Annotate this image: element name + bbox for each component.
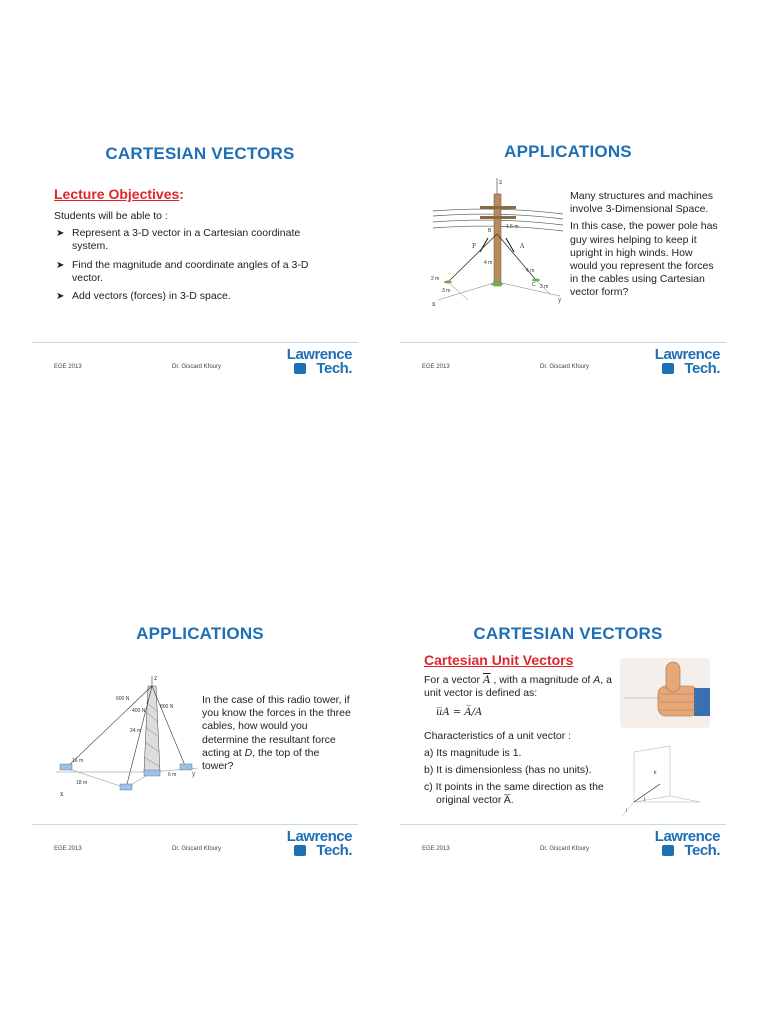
slide-body bbox=[202, 694, 352, 773]
text-part: For a vector bbox=[424, 674, 483, 686]
dim-4m: 4 m bbox=[484, 260, 493, 266]
logo-line1: Lawrence bbox=[286, 346, 352, 363]
axis-y-label: y bbox=[558, 297, 562, 304]
dim-1-5m: 1.5 m bbox=[506, 224, 519, 230]
axis-z-label: z bbox=[154, 675, 158, 682]
list-item bbox=[54, 290, 324, 303]
footer-course: EGE 2013 bbox=[422, 846, 450, 852]
slide-title: CARTESIAN VECTORS bbox=[105, 144, 295, 163]
intro-text: Students will be able to : bbox=[54, 210, 168, 222]
slide-body bbox=[424, 674, 620, 812]
thumbs-up-photo bbox=[620, 658, 710, 728]
footer-author: Dr. Giscard Kfoury bbox=[540, 364, 590, 370]
list-item bbox=[54, 227, 324, 253]
dim-3m: 3 m bbox=[442, 288, 451, 294]
paragraph-part: , the top of the tower? bbox=[202, 746, 320, 773]
slide-subtitle bbox=[54, 186, 184, 202]
objectives-list bbox=[54, 227, 324, 303]
footer-rule bbox=[32, 824, 358, 825]
axis-z-label: z bbox=[499, 179, 503, 186]
arrow-bullet-icon: ➤ bbox=[56, 291, 65, 303]
slide-4 bbox=[400, 612, 736, 864]
footer-author: Dr. Giscard Kfoury bbox=[172, 364, 222, 370]
slide-2 bbox=[400, 130, 736, 382]
dim-18m: 18 m bbox=[76, 780, 88, 786]
lawrence-tech-logo bbox=[286, 828, 356, 862]
footer-course: EGE 2013 bbox=[422, 364, 450, 370]
svg-text:k: k bbox=[654, 770, 657, 776]
slide-title: APPLICATIONS bbox=[504, 142, 632, 161]
logo-line2: Tech. bbox=[316, 360, 352, 377]
footer-course: EGE 2013 bbox=[54, 846, 82, 852]
footer-course: EGE 2013 bbox=[54, 364, 82, 370]
vector-a: $\overline{A}$ bbox=[482, 674, 491, 686]
slide-3 bbox=[32, 612, 368, 864]
force-400n: 400 N bbox=[132, 708, 146, 714]
footer-author: Dr. Giscard Kfoury bbox=[540, 846, 590, 852]
logo-emblem-icon bbox=[662, 363, 674, 374]
point-c-label: C bbox=[532, 282, 536, 288]
slide-body bbox=[54, 210, 324, 308]
unit-vector-formula: u̅A = A̅/A bbox=[436, 707, 483, 719]
logo-line1: Lawrence bbox=[654, 346, 720, 363]
logo-emblem-icon bbox=[294, 363, 306, 374]
logo-line2: Tech. bbox=[684, 360, 720, 377]
logo-line2: Tech. bbox=[316, 842, 352, 859]
lawrence-tech-logo bbox=[654, 828, 724, 862]
paragraph-part: In the case of this radio tower, if you know the forces in the three cables, how would you determine the resultant force acting at bbox=[202, 694, 351, 759]
bullet-text: Find the magnitude and coordinate angles of a 3-D vector. bbox=[72, 258, 309, 284]
list-item: c) It points in the same direction as the original vector A̅. bbox=[424, 781, 604, 807]
paragraph: In this case, the power pole has guy wires helping to keep it upright in high winds. How would you represent the forces in the cables using Cartesian vector form? bbox=[570, 220, 718, 299]
svg-text:j: j bbox=[644, 796, 646, 802]
power-pole-figure bbox=[428, 176, 568, 316]
slide-title: APPLICATIONS bbox=[136, 624, 264, 643]
characteristics-intro: Characteristics of a unit vector : bbox=[424, 729, 572, 742]
lawrence-tech-logo bbox=[286, 346, 356, 380]
slide-subtitle bbox=[424, 652, 573, 668]
subtitle-text: Lecture Objectives bbox=[54, 186, 180, 202]
logo-line1: Lawrence bbox=[286, 828, 352, 845]
magnitude-a: A bbox=[593, 674, 601, 686]
unit-vector-definition bbox=[424, 674, 620, 700]
paragraph: Many structures and machines involve 3-Dimensional Space. bbox=[570, 190, 713, 216]
force-fb-label: F bbox=[472, 243, 477, 250]
dim-24m: 24 m bbox=[130, 728, 142, 734]
logo-line1: Lawrence bbox=[654, 828, 720, 845]
unit-vector-diagram bbox=[620, 742, 710, 820]
footer-rule bbox=[32, 342, 358, 343]
logo-emblem-icon bbox=[294, 845, 306, 856]
dim-4m-b: 4 m bbox=[526, 268, 535, 274]
footer-rule bbox=[400, 824, 726, 825]
slide-1 bbox=[32, 130, 368, 382]
force-800n: 800 N bbox=[160, 704, 174, 710]
dim-16m: 16 m bbox=[72, 758, 84, 764]
slide-title: CARTESIAN VECTORS bbox=[473, 624, 663, 643]
list-item: a) Its magnitude is 1. bbox=[424, 746, 522, 759]
list-item bbox=[54, 259, 324, 285]
force-fa-label: A bbox=[520, 243, 525, 250]
slide-body bbox=[570, 190, 720, 304]
force-600n: 600 N bbox=[116, 696, 130, 702]
axis-y-label: y bbox=[192, 771, 196, 778]
text-part: , a unit vector is defined as: bbox=[424, 674, 612, 700]
dim-2m-a: 2 m bbox=[431, 276, 440, 282]
logo-line2: Tech. bbox=[684, 842, 720, 859]
logo-emblem-icon bbox=[662, 845, 674, 856]
bullet-text: Represent a 3-D vector in a Cartesian coordinate system. bbox=[72, 227, 301, 253]
footer-rule bbox=[400, 342, 726, 343]
svg-text:i: i bbox=[626, 808, 628, 814]
subtitle-colon: : bbox=[179, 186, 184, 202]
point-d: D bbox=[244, 746, 253, 759]
arrow-bullet-icon: ➤ bbox=[56, 259, 65, 271]
footer-author: Dr. Giscard Kfoury bbox=[172, 846, 222, 852]
axis-x-label: x bbox=[60, 791, 64, 798]
list-item: b) It is dimensionless (has no units). bbox=[424, 764, 592, 777]
bullet-text: Add vectors (forces) in 3-D space. bbox=[72, 290, 231, 303]
lawrence-tech-logo bbox=[654, 346, 724, 380]
point-b-label: B bbox=[488, 228, 492, 234]
subtitle-text: Cartesian Unit Vectors bbox=[424, 652, 574, 668]
text-part: , with a magnitude of bbox=[490, 674, 594, 686]
dim-6m: 6 m bbox=[168, 772, 177, 778]
dim-2m-b: 2 m bbox=[540, 284, 549, 290]
axis-x-label: x bbox=[432, 301, 436, 308]
arrow-bullet-icon: ➤ bbox=[56, 228, 65, 240]
radio-tower-figure bbox=[52, 672, 202, 802]
